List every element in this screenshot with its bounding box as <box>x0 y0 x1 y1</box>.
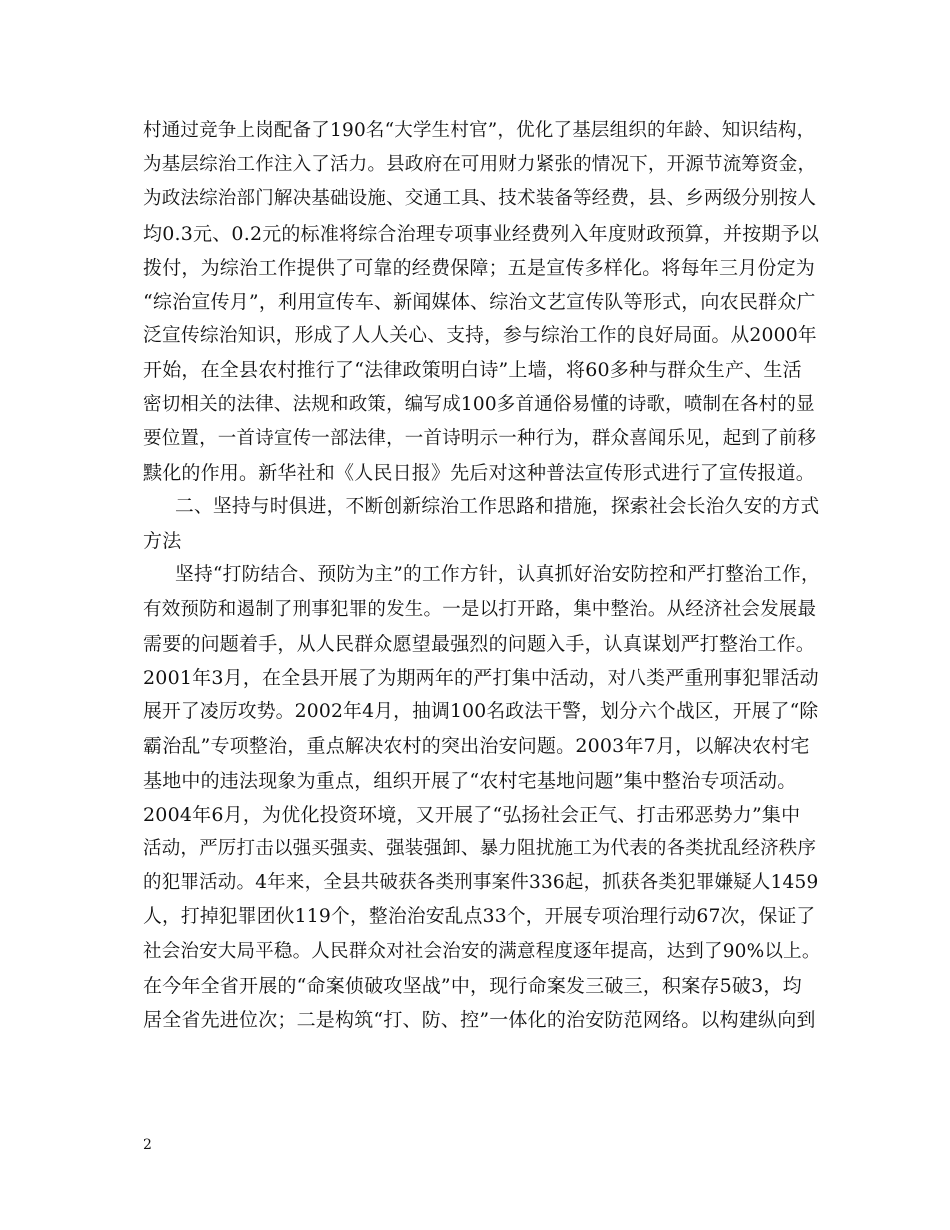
text-line: 活动，严厉打击以强买强卖、强装强卸、暴力阻扰施工为代表的各类扰乱经济秩序 <box>143 837 817 859</box>
text-line: 要位置，一首诗宣传一部法律，一首诗明示一种行为，群众喜闻乐见，起到了前移 <box>143 427 817 449</box>
text-line: 居全省先进位次；二是构筑“打、防、控”一体化的治安防范网络。以构建纵向到 <box>143 1008 816 1031</box>
text-line: 开始，在全县农村推行了“法律政策明白诗”上墙，将60多种与群众生产、生活 <box>143 359 802 382</box>
text-line: 展开了凌厉攻势。2002年4月，抽调100名政法干警，划分六个战区，开展了“除 <box>143 701 819 723</box>
text-line: 方法 <box>143 530 182 553</box>
text-line: 在今年全省开展的“命案侦破攻坚战”中，现行命案发三破三，积案存5破3，均 <box>143 974 802 997</box>
text-line: 为政法综治部门解决基础设施、交通工具、技术装备等经费，县、乡两级分别按人 <box>143 188 817 210</box>
text-line: 泛宣传综治知识，形成了人人关心、支持，参与综治工作的良好局面。从2000年 <box>143 325 817 347</box>
text-line: 的犯罪活动。4年来，全县共破获各类刑事案件336起，抓获各类犯罪嫌疑人1459 <box>143 872 819 894</box>
text-line: 黩化的作用。新华社和《人民日报》先后对这种普法宣传形式进行了宣传报道。 <box>143 461 816 484</box>
text-line: 均0.3元、0.2元的标准将综合治理专项事业经费列入年度财政预算，并按期予以 <box>143 222 820 245</box>
text-line: 拨付，为综治工作提供了可靠的经费保障；五是宣传多样化。将每年三月份定为 <box>143 256 816 279</box>
text-line: 有效预防和遏制了刑事犯罪的发生。一是以打开路，集中整治。从经济社会发展最 <box>143 598 817 620</box>
text-line: 二、坚持与时俱进，不断创新综治工作思路和措施，探索社会长治久安的方式 <box>175 496 820 518</box>
text-line: 人，打掉犯罪团伙119个，整治治安乱点33个，开展专项治理行动67次，保证了 <box>143 906 816 928</box>
text-line: 村通过竞争上岗配备了190名“大学生村官”，优化了基层组织的年龄、知识结构， <box>143 120 816 141</box>
text-line: 密切相关的法律、法规和政策，编写成100多首通俗易懂的诗歌，喷制在各村的显 <box>143 393 815 415</box>
text-line: 需要的问题着手，从人民群众愿望最强烈的问题入手，认真谋划严打整治工作。 <box>143 632 816 655</box>
text-line: 为基层综治工作注入了活力。县政府在可用财力紧张的情况下，开源节流筹资金， <box>143 154 817 176</box>
text-line: 基地中的违法现象为重点，组织开展了“农村宅基地问题”集中整治专项活动。 <box>143 769 797 792</box>
text-line: 坚持“打防结合、预防为主”的工作方针，认真抓好治安防控和严打整治工作， <box>175 564 820 586</box>
text-line: 2001年3月，在全县开展了为期两年的严打集中活动，对八类严重刑事犯罪活动 <box>143 667 819 689</box>
page-number: 2 <box>143 1137 152 1153</box>
text-line: 2004年6月，为优化投资环境，又开展了“弘扬社会正气、打击邪恶势力”集中 <box>143 803 801 826</box>
body-text <box>143 114 823 1037</box>
text-line: “综治宣传月”，利用宣传车、新闻媒体、综治文艺宣传队等形式，向农民群众广 <box>143 290 816 313</box>
text-line: 社会治安大局平稳。人民群众对社会治安的满意程度逐年提高，达到了90%以上。 <box>143 940 821 962</box>
text-line: 霸治乱”专项整治，重点解决农村的突出治安问题。2003年7月，以解决农村宅 <box>143 735 810 758</box>
